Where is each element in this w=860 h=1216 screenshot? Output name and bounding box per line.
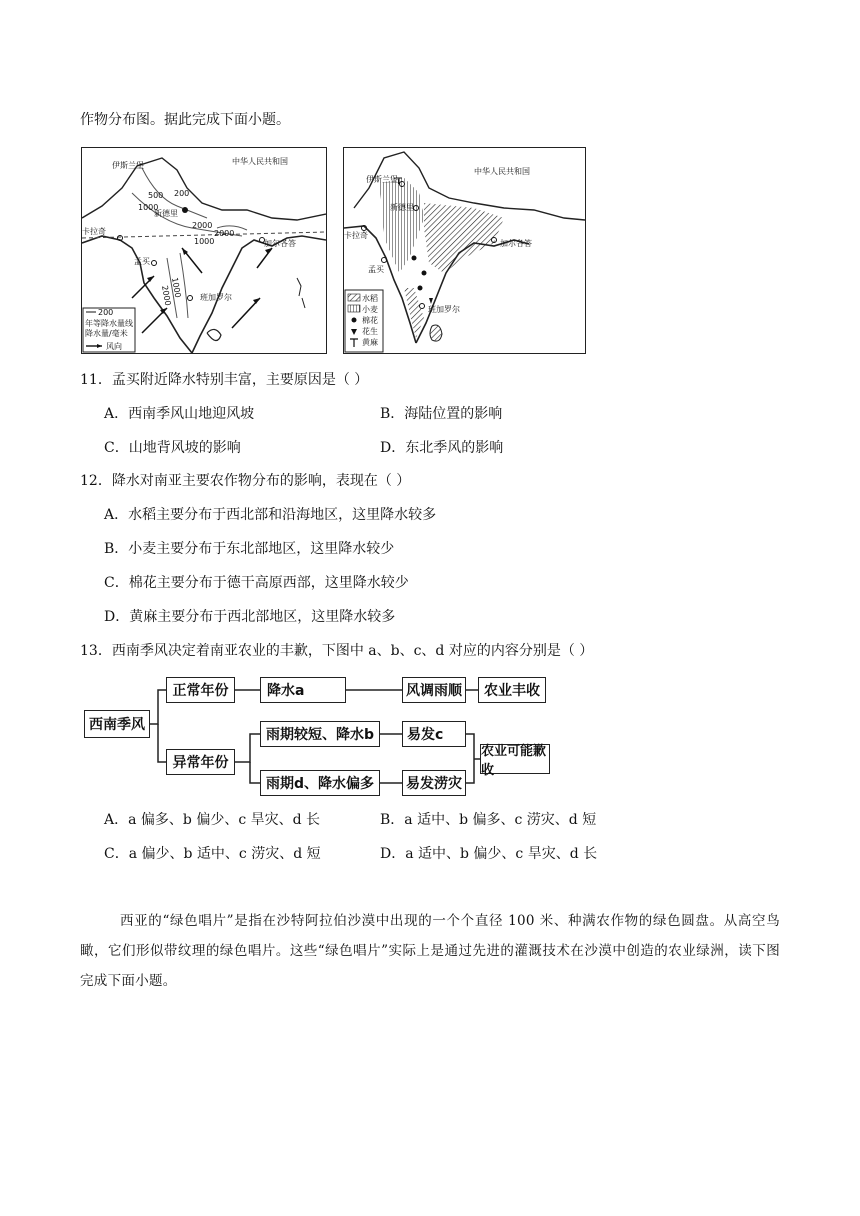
crop-map-drawing [344, 148, 585, 353]
q11-stem: 11．孟买附近降水特别丰富，主要原因是（ ） [80, 372, 369, 388]
map2-islamabad: 伊斯兰堡 [366, 175, 398, 184]
map1-islamabad: 伊斯兰堡 [112, 161, 144, 170]
map1-legend-iso-unit: 降水量/毫米 [85, 329, 128, 338]
map2-country-top: 中华人民共和国 [474, 167, 530, 176]
flow-abnormal-year: 异常年份 [166, 749, 235, 775]
map1-delhi: 新德里 [154, 209, 178, 218]
map1-iso-1000: 1000 [138, 203, 159, 212]
flow-short-b: 雨期较短、降水b [260, 721, 380, 747]
map2-mumbai: 孟买 [368, 265, 384, 274]
map2-legend-wheat: 小麦 [362, 305, 378, 314]
q13-option-c: C．a 偏少、b 适中、c 涝灾、d 短 [104, 846, 321, 862]
intro-line: 作物分布图。据此完成下面小题。 [80, 112, 290, 128]
map1-iso-500: 500 [148, 191, 164, 200]
flow-poor-harvest: 农业可能歉收 [480, 744, 550, 774]
map2-legend-rice: 水稻 [362, 294, 378, 303]
map1-legend-iso-value: 200 [98, 308, 114, 317]
map1-iso-2000c: 2000 [160, 284, 173, 307]
map2-legend-jute: 黄麻 [362, 338, 378, 347]
map2-delhi: 新德里 [390, 203, 414, 212]
map1-iso-1000b: 1000 [194, 237, 215, 246]
map1-karachi: 卡拉奇 [82, 227, 106, 236]
map1-iso-2000: 2000 [192, 221, 213, 230]
map1-kolkata: 加尔各答 [264, 239, 296, 248]
map1-iso-200: 200 [174, 189, 190, 198]
q11-option-d: D．东北季风的影响 [380, 440, 504, 456]
crop-map [343, 147, 586, 354]
flow-normal-year: 正常年份 [166, 677, 235, 703]
monsoon-flowchart [80, 670, 560, 800]
map1-mumbai: 孟买 [134, 257, 150, 266]
map1-iso-1000c: 1000 [170, 276, 183, 299]
map1-iso-2000b: 2000 [214, 229, 235, 238]
q12-option-b: B．小麦主要分布于东北部地区，这里降水较少 [104, 541, 395, 557]
flow-long-d: 雨期d、降水偏多 [260, 770, 380, 796]
flow-root: 西南季风 [84, 710, 150, 738]
q11-option-b: B．海陆位置的影响 [380, 406, 503, 422]
q13-option-b: B．a 适中、b 偏多、c 涝灾、d 短 [380, 812, 597, 828]
map2-bangalore: 班加罗尔 [428, 305, 460, 314]
q13-option-d: D．a 适中、b 偏少、c 旱灾、d 长 [380, 846, 598, 862]
green-record-passage: 西亚的“绿色唱片”是指在沙特阿拉伯沙漠中出现的一个个直径 100 米、种满农作物的绿色圆盘。从高空鸟瞰，它们形似带纹理的绿色唱片。这些“绿色唱片”实际上是通过先进的灌溉技术在沙漠中创造的农业绿洲，读下图完成下面小题。 [80, 913, 780, 989]
q12-stem: 12．降水对南亚主要农作物分布的影响，表现在（ ） [80, 473, 411, 489]
q13-stem: 13．西南季风决定着南亚农业的丰歉，下图中 a、b、c、d 对应的内容分别是（ ） [80, 643, 594, 659]
map1-country-top: 中华人民共和国 [232, 157, 288, 166]
flow-flood: 易发涝灾 [402, 770, 466, 796]
flow-rain-a: 降水a [260, 677, 346, 703]
map1-legend-wind: 风向 [106, 342, 122, 351]
map2-legend-peanut: 花生 [362, 327, 378, 336]
map2-karachi: 卡拉奇 [344, 231, 368, 240]
map1-legend-iso-label: 年等降水量线 [85, 319, 133, 328]
q13-option-a: A．a 偏多、b 偏少、c 旱灾、d 长 [104, 812, 321, 828]
precipitation-map [81, 147, 327, 354]
flow-harvest: 农业丰收 [478, 677, 546, 703]
q11-option-a: A．西南季风山地迎风坡 [104, 406, 255, 422]
q12-option-c: C．棉花主要分布于德干高原西部，这里降水较少 [104, 575, 409, 591]
map2-kolkata: 加尔各答 [500, 239, 532, 248]
map1-bangalore: 班加罗尔 [200, 293, 232, 302]
precipitation-map-drawing [82, 148, 326, 353]
flow-favorable: 风调雨顺 [402, 677, 466, 703]
map2-legend-cotton: 棉花 [362, 316, 378, 325]
q12-option-d: D．黄麻主要分布于西北部地区，这里降水较多 [104, 609, 396, 625]
flow-prone-c: 易发c [402, 721, 466, 747]
q11-option-c: C．山地背风坡的影响 [104, 440, 241, 456]
q12-option-a: A．水稻主要分布于西北部和沿海地区，这里降水较多 [104, 507, 437, 523]
